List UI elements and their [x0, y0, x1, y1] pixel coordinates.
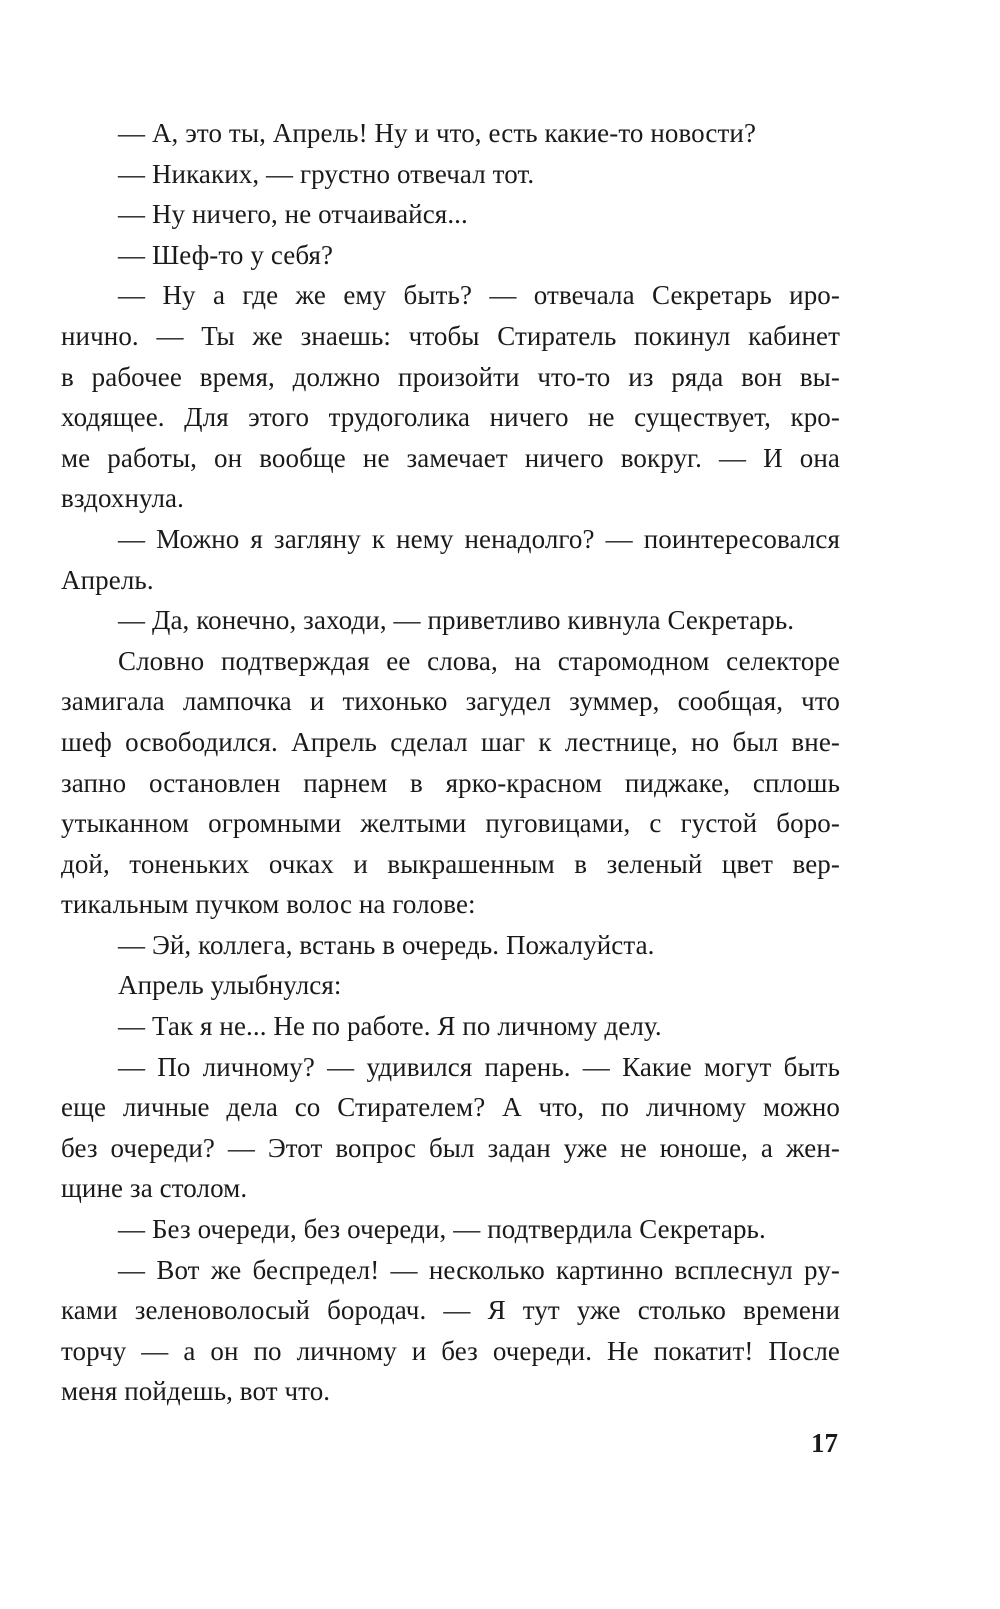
- text-line: — Никаких, — грустно отвечал тот.: [118, 158, 535, 189]
- text-line: торчу — а он по личному и без очереди. Не покатит! После: [61, 1335, 840, 1366]
- text-line: шеф освободился. Апрель сделал шаг к лестнице, но был вне-: [61, 726, 840, 757]
- text-line: Апрель улыбнулся:: [118, 970, 342, 1001]
- text-line: — Так я не... Не по работе. Я по личному делу.: [118, 1011, 662, 1042]
- text-line: дой, тоненьких очках и выкрашенным в зеленый цвет вер-: [61, 848, 840, 879]
- text-line: — А, это ты, Апрель! Ну и что, есть какие-то новости?: [118, 118, 757, 148]
- text-line: — Эй, коллега, встань в очередь. Пожалуйста.: [118, 929, 655, 960]
- text-line: без очереди? — Этот вопрос был задан уже не юноше, а жен-: [61, 1132, 840, 1163]
- text-line: — Ну ничего, не отчаивайся...: [118, 199, 468, 230]
- text-line: вздохнула.: [61, 483, 184, 514]
- text-line: — Вот же беспредел! — несколько картинно всплеснул ру-: [118, 1254, 840, 1285]
- text-line: тикальным пучком волос на голове:: [61, 889, 476, 920]
- text-line: — Да, конечно, заходи, — приветливо кивнула Секретарь.: [118, 605, 795, 636]
- body-text: [61, 113, 840, 1412]
- text-line: Апрель.: [61, 564, 154, 595]
- text-line: — Шеф-то у себя?: [118, 239, 334, 270]
- text-line: — Можно я загляну к нему ненадолго? — поинтересовался: [118, 523, 840, 554]
- text-line: — Ну а где же ему быть? — отвечала Секретарь иро-: [118, 280, 840, 311]
- text-line: ходящее. Для этого трудоголика ничего не существует, кро-: [61, 402, 840, 433]
- text-line: утыканном огромными желтыми пуговицами, с густой боро-: [61, 808, 840, 839]
- page-number: 17: [811, 1428, 838, 1458]
- text-line: Словно подтверждая ее слова, на старомодном селекторе: [118, 645, 840, 676]
- text-line: — По личному? — удивился парень. — Какие могут быть: [118, 1051, 840, 1082]
- text-line: щине за столом.: [61, 1173, 248, 1204]
- text-line: еще личные дела со Стирателем? А что, по личному можно: [61, 1092, 840, 1123]
- text-line: замигала лампочка и тихонько загудел зуммер, сообщая, что: [61, 686, 840, 717]
- text-line: запно остановлен парнем в ярко-красном пиджаке, сплошь: [61, 767, 840, 798]
- text-line: ками зеленоволосый бородач. — Я тут уже столько времени: [61, 1295, 840, 1326]
- text-line: нично. — Ты же знаешь: чтобы Стиратель покинул кабинет: [61, 320, 840, 351]
- text-line: — Без очереди, без очереди, — подтвердила Секретарь.: [118, 1214, 766, 1245]
- text-line: ме работы, он вообще не замечает ничего вокруг. — И она: [61, 442, 840, 473]
- text-line: меня пойдешь, вот что.: [61, 1376, 331, 1407]
- text-line: в рабочее время, должно произойти что-то из ряда вон вы-: [61, 361, 840, 392]
